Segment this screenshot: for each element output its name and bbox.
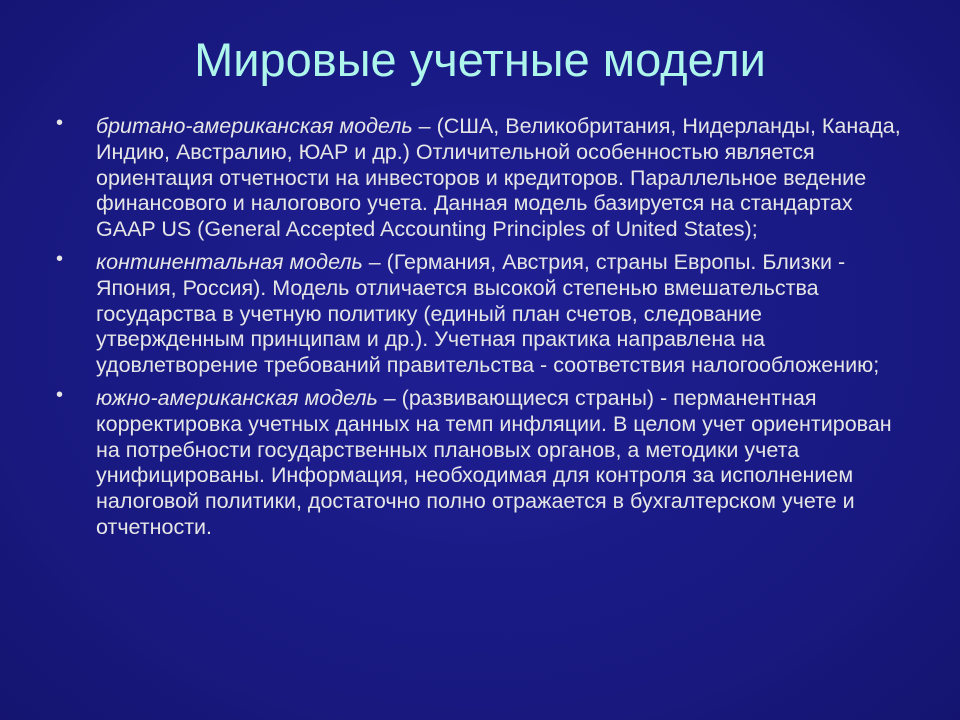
bullet-term: континентальная модель [96, 249, 363, 274]
bullet-icon: • [56, 383, 64, 406]
bullet-text: – (Германия, Австрия, страны Европы. Близки - Япония, Россия). Модель отличается высокой степенью вмешательства государства в учетную политику (единый план счетов, следование утвержденным принципам и др.). Учетная практика направлена на удовлетворение требований правительства - соответствия налогообложению; [96, 249, 880, 378]
bullet-text: – (развивающиеся страны) - перманентная корректировка учетных данных на темп инфляции. В целом учет ориентирован на потребности государственных плановых органов, а методики учета унифицированы. Информация, необходимая для контроля за исполнением налоговой политики, достаточно полно отражается в бухгалтерском учете и отчетности. [96, 385, 892, 539]
slide-title: Мировые учетные модели [194, 33, 766, 86]
bullet-icon: • [56, 247, 64, 270]
bullet-list [56, 114, 916, 548]
bullet-text: – (США, Великобритания, Нидерланды, Канада, Индию, Австралию, ЮАР и др.) Отличительной особенностью является ориентация отчетности на инвесторов и кредиторов. Параллельное ведение финансового и налогового учета. Данная модель базируется на стандартах GAAP US (General Accepted Accounting Principles of United States); [96, 114, 901, 242]
bullet-term: британо-американская модель [96, 114, 413, 138]
bullet-icon: • [56, 112, 64, 134]
bullet-item-continental [56, 247, 916, 379]
bullet-item-south-american [56, 383, 916, 541]
bullet-item-british-american [56, 114, 916, 243]
bullet-term: южно-американская модель [96, 385, 378, 410]
